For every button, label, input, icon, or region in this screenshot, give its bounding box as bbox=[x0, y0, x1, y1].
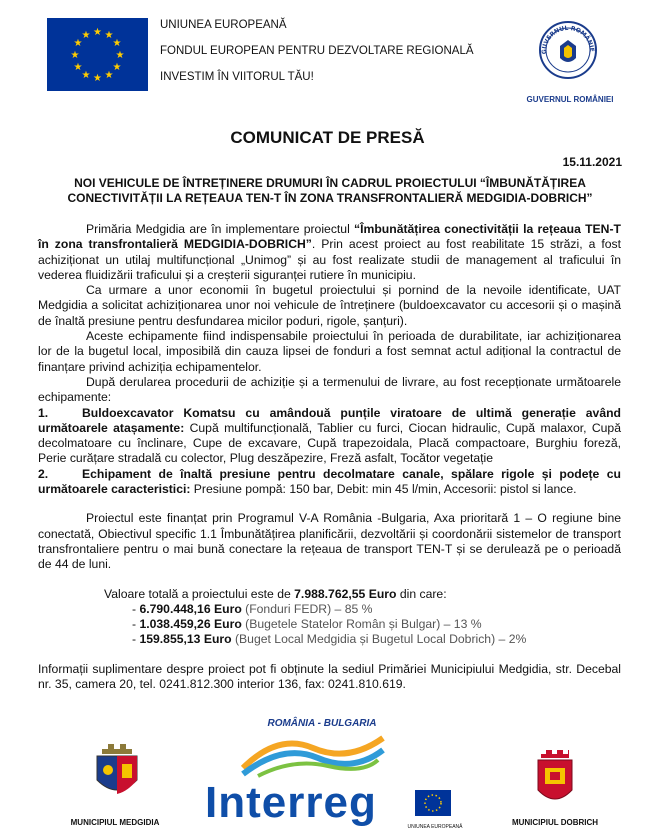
svg-text:★: ★ bbox=[112, 62, 122, 73]
value-item: - 1.038.459,26 Euro (Bugetele Statelor Român și Bulgar) – 13 % bbox=[132, 617, 482, 632]
medgidia-crest-icon bbox=[92, 742, 142, 802]
paragraph-economies: Ca urmare a unor economii în bugetul proiectului și pornind de la nevoile identificate, UAT Medgidia a solicitat achiziționarea unor noi vehicule de întreținere (buldoexcavator cu accesorii și o mașină de înaltă presiune pentru desfundarea micilor poduri, rigole, șanțuri). bbox=[38, 283, 621, 328]
svg-text:★: ★ bbox=[104, 70, 114, 81]
paragraph-funding: Proiectul este finanțat prin Programul V-A România -Bulgaria, Axa prioritară 1 – O regiune bine conectată, Obiectivul specific 1.1 Îmbunătățirea planificării, dezvoltării și coordonării sistemelor de transport transfrontaliere pentru o mai bună conectare la rețeaua de transport TEN-T și se derulează pe o perioadă de 44 de luni. bbox=[38, 511, 621, 572]
interreg-logo: Interreg bbox=[205, 778, 377, 827]
headline: NOI VEHICULE DE ÎNTREȚINERE DRUMURI ÎN CADRUL PROIECTULUI “ÎMBUNĂTĂȚIREA CONECTIVITĂȚII LA REȚEAUA TEN-T ÎN ZONA TRANSFRONTALIERĂ MEDGIDIA-DOBRICH” bbox=[67, 176, 593, 205]
svg-text:★: ★ bbox=[93, 73, 102, 84]
list-item-2: 2. Echipament de înaltă presiune pentru decolmatare canale, spălare rigole și podețe cu următoarele caracteristici: Presiune pompă: 150 bar, Debit: min 45 l/min, Accesorii: pistol si lance. bbox=[38, 466, 621, 497]
gov-label: GUVERNUL ROMÂNIEI bbox=[526, 95, 614, 104]
fund-line: FONDUL EUROPEAN PENTRU DEZVOLTARE REGIONALĂ bbox=[160, 45, 474, 57]
svg-text:★: ★ bbox=[81, 70, 91, 81]
page-title: COMUNICAT DE PRESĂ bbox=[230, 128, 425, 147]
program-label: ROMÂNIA - BULGARIA bbox=[267, 718, 377, 729]
eu-flag-small-icon bbox=[415, 790, 451, 816]
svg-text:★: ★ bbox=[73, 38, 83, 49]
svg-text:★: ★ bbox=[81, 30, 91, 41]
svg-text:★: ★ bbox=[70, 50, 80, 61]
eu-small-label: UNIUNEA EUROPEANĂ bbox=[407, 824, 463, 830]
svg-text:★: ★ bbox=[115, 50, 125, 61]
eu-flag-icon bbox=[47, 18, 148, 91]
svg-text:★: ★ bbox=[73, 62, 83, 73]
eu-header-text bbox=[160, 18, 474, 96]
paragraph-procedure: După derularea procedurii de achiziție și a termenului de livrare, au fost recepționate următoarele echipamente: bbox=[38, 374, 621, 405]
romanian-government-crest-icon bbox=[538, 18, 598, 82]
slogan-line: INVESTIM ÎN VIITORUL TĂU! bbox=[160, 71, 314, 83]
svg-text:★: ★ bbox=[112, 38, 122, 49]
medgidia-label: MUNICIPIUL MEDGIDIA bbox=[70, 818, 160, 827]
svg-text:★: ★ bbox=[104, 30, 114, 41]
value-item: - 6.790.448,16 Euro (Fonduri FEDR) – 85 % bbox=[132, 601, 373, 616]
value-total: Valoare totală a proiectului este de 7.988.762,55 Euro din care: bbox=[104, 586, 447, 601]
list-item-1: 1. Buldoexcavator Komatsu cu amândouă punțile viratoare de ultimă generație având următoarele atașamente: Cupă multifuncțională, Tablier cu furci, Ciocan hidraulic, Cupă malaxor, Cupă decolmatoare cu înclinare, Cupe de excavare, Cupă trapezoidala, Placă compactoare, Burghiu foreză, Perie curățare stradală cu colector, Plug deszăpezire, Freză asfalt, Tocător vegetație bbox=[38, 405, 621, 466]
value-breakdown bbox=[38, 587, 621, 648]
dobrich-label: MUNICIPIUL DOBRICH bbox=[511, 818, 599, 827]
interreg-swoosh-icon bbox=[238, 728, 388, 778]
press-body bbox=[38, 222, 621, 692]
dobrich-crest-icon bbox=[535, 748, 575, 808]
contact-info: Informații suplimentare despre proiect pot fi obținute la sediul Primăriei Municipiului Medgidia, str. Decebal nr. 35, camera 20, tel. 0241.812.300 interior 136, fax: 0241.810.619. bbox=[38, 661, 621, 692]
svg-text:★: ★ bbox=[93, 27, 102, 38]
paragraph-equipment: Aceste echipamente fiind indispensabile proiectului în perioada de durabilitate, iar achiziționarea lor de la bugetul local, imposibilă din cauza lipsei de fonduri a fost semnat actul adițional la contractul de finanțare privind achiziția echipamentelor. bbox=[38, 329, 621, 374]
press-date: 15.11.2021 bbox=[562, 155, 622, 169]
value-item: - 159.855,13 Euro (Buget Local Medgidia și Bugetul Local Dobrich) – 2% bbox=[132, 632, 527, 647]
paragraph-intro: Primăria Medgidia are în implementare proiectul “Îmbunătățirea conectivității la rețeaua TEN-T în zona transfrontalieră MEDGIDIA-DOBRICH”. Prin acest proiect au fost reabilitate 15 străzi, a fost achiziționat un utilaj multifuncțional „Unimog” și au fost realizate studii de management al traficului în vederea fluidizării traficului și a creșterii siguranței rutiere în municipiu. bbox=[38, 222, 621, 282]
eu-line: UNIUNEA EUROPEANĂ bbox=[160, 19, 287, 31]
svg-text:GUVERNUL ROMÂNIEI: GUVERNUL ROMÂNIE bbox=[540, 24, 596, 55]
